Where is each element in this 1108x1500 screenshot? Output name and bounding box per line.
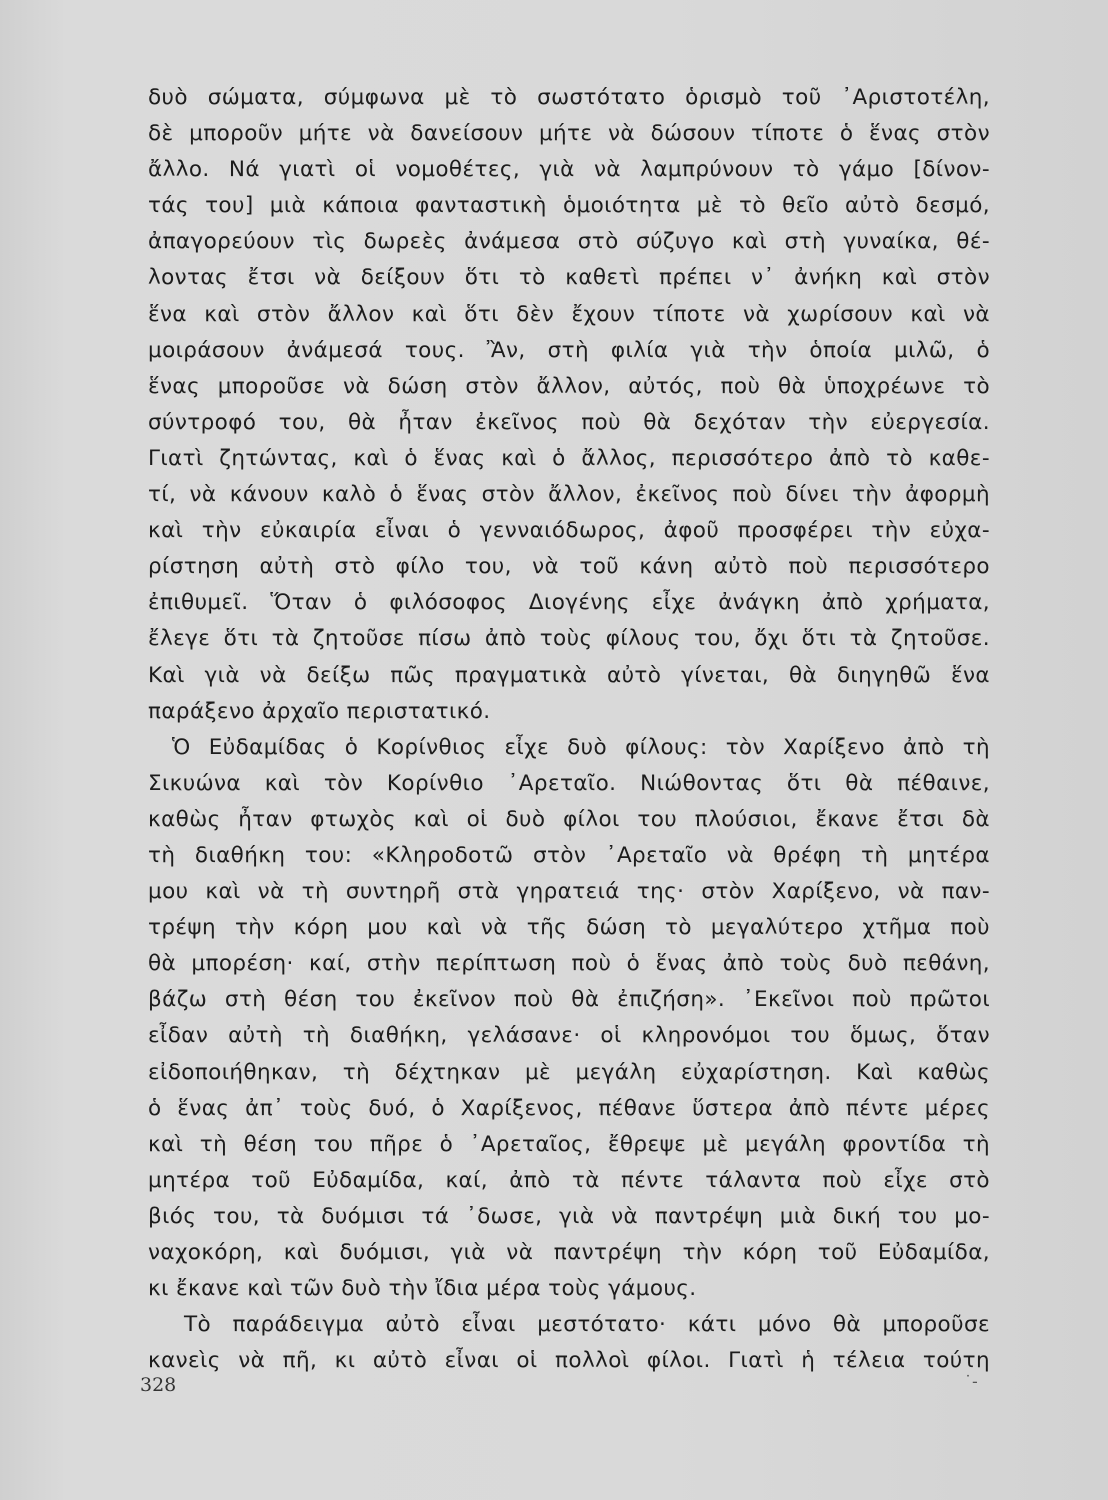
text-line: Σικυώνα καὶ τὸν Κορίνθιο ᾿Αρεταῖο. Νιώθοντας ὅτι θὰ πέθαινε, bbox=[148, 770, 990, 796]
text-line: Καὶ γιὰ νὰ δείξω πῶς πραγματικὰ αὐτὸ γίνεται, θὰ διηγηθῶ ἕνα bbox=[148, 662, 990, 688]
text-line: σύντροφό του, θὰ ἦταν ἐκεῖνος ποὺ θὰ δεχόταν τὴν εὐεργεσία. bbox=[148, 409, 990, 435]
text-line: ὁ ἕνας ἀπ᾿ τοὺς δυό, ὁ Χαρίξενος, πέθανε ὕστερα ἀπὸ πέντε μέρες bbox=[148, 1095, 990, 1121]
paragraph-start: Ὁ Εὐδαμίδας ὁ Κορίνθιος εἶχε δυὸ φίλους: τὸν Χαρίξενο ἀπὸ τὴ bbox=[172, 734, 990, 760]
stray-mark: ˙- bbox=[964, 1372, 978, 1391]
text-line: βιός του, τὰ δυόμισι τά ᾿δωσε, γιὰ νὰ παντρέψη μιὰ δική του μο- bbox=[148, 1203, 990, 1229]
text-line: τί, νὰ κάνουν καλὸ ὁ ἕνας στὸν ἄλλον, ἐκεῖνος ποὺ δίνει τὴν ἀφορμὴ bbox=[148, 482, 990, 508]
text-line: καθὼς ἦταν φτωχὸς καὶ οἱ δυὸ φίλοι του πλούσιοι, ἔκανε ἔτσι δὰ bbox=[148, 806, 990, 832]
text-line: ἕνας μποροῦσε νὰ δώση στὸν ἄλλον, αὐτός, ποὺ θὰ ὑποχρέωνε τὸ bbox=[148, 373, 990, 399]
text-line: εἶδαν αὐτὴ τὴ διαθήκη, γελάσανε· οἱ κληρονόμοι του ὅμως, ὅταν bbox=[148, 1023, 990, 1049]
body-text bbox=[148, 80, 990, 1379]
text-line: τρέψη τὴν κόρη μου καὶ νὰ τῆς δώση τὸ μεγαλύτερο χτῆμα ποὺ bbox=[148, 915, 990, 941]
text-line: τὴ διαθήκη του: «Κληροδοτῶ στὸν ᾿Αρεταῖο νὰ θρέφη τὴ μητέρα bbox=[148, 842, 990, 868]
page-number: 328 bbox=[140, 1374, 177, 1396]
text-line: ναχοκόρη, καὶ δυόμισι, γιὰ νὰ παντρέψη τὴν κόρη τοῦ Εὐδαμίδα, bbox=[148, 1240, 990, 1265]
text-line: ἕνα καὶ στὸν ἄλλον καὶ ὅτι δὲν ἔχουν τίποτε νὰ χωρίσουν καὶ νὰ bbox=[148, 301, 990, 327]
text-line: ἀπαγορεύουν τὶς δωρεὲς ἀνάμεσα στὸ σύζυγο καὶ στὴ γυναίκα, θέ- bbox=[148, 229, 990, 255]
text-line: δυὸ σώματα, σύμφωνα μὲ τὸ σωστότατο ὁρισμὸ τοῦ ᾿Αριστοτέλη, bbox=[148, 85, 990, 110]
text-line: μοιράσουν ἀνάμεσά τους. Ἂν, στὴ φιλία γιὰ τὴν ὁποία μιλῶ, ὁ bbox=[148, 337, 990, 363]
text-line: μητέρα τοῦ Εὐδαμίδα, καί, ἀπὸ τὰ πέντε τάλαντα ποὺ εἶχε στὸ bbox=[148, 1167, 990, 1193]
paragraph-start: Τὸ παράδειγμα αὐτὸ εἶναι μεστότατο· κάτι μόνο θὰ μποροῦσε bbox=[184, 1312, 990, 1338]
text-line: κι ἔκανε καὶ τῶν δυὸ τὴν ἴδια μέρα τοὺς γάμους. bbox=[148, 1276, 697, 1302]
text-line: Γιατὶ ζητώντας, καὶ ὁ ἕνας καὶ ὁ ἄλλος, περισσότερο ἀπὸ τὸ καθε- bbox=[148, 445, 990, 471]
text-line: ρίστηση αὐτὴ στὸ φίλο του, νὰ τοῦ κάνη αὐτὸ ποὺ περισσότερο bbox=[148, 554, 990, 580]
text-line: τάς του] μιὰ κάποια φανταστικὴ ὁμοιότητα μὲ τὸ θεῖο αὐτὸ δεσμό, bbox=[148, 193, 990, 219]
text-line: καὶ τὴ θέση του πῆρε ὁ ᾿Αρεταῖος, ἔθρεψε μὲ μεγάλη φροντίδα τὴ bbox=[148, 1131, 990, 1157]
text-line: ἄλλο. Νά γιατὶ οἱ νομοθέτες, γιὰ νὰ λαμπρύνουν τὸ γάμο [δίνον- bbox=[148, 157, 990, 183]
text-line: βάζω στὴ θέση του ἐκεῖνον ποὺ θὰ ἐπιζήση». ᾿Εκεῖνοι ποὺ πρῶτοι bbox=[148, 987, 990, 1013]
text-line: καὶ τὴν εὐκαιρία εἶναι ὁ γενναιόδωρος, ἀφοῦ προσφέρει τὴν εὐχα- bbox=[148, 518, 990, 544]
text-line: παράξενο ἀρχαῖο περιστατικό. bbox=[148, 698, 491, 724]
text-line: ἐπιθυμεῖ. Ὅταν ὁ φιλόσοφος Διογένης εἶχε ἀνάγκη ἀπὸ χρήματα, bbox=[148, 590, 990, 616]
text-line: δὲ μποροῦν μήτε νὰ δανείσουν μήτε νὰ δώσουν τίποτε ὁ ἕνας στὸν bbox=[148, 121, 990, 147]
text-line: κανεὶς νὰ πῆ, κι αὐτὸ εἶναι οἱ πολλοὶ φίλοι. Γιατὶ ἡ τέλεια τούτη bbox=[148, 1348, 990, 1374]
text-line: μου καὶ νὰ τὴ συντηρῆ στὰ γηρατειά της· στὸν Χαρίξενο, νὰ παν- bbox=[148, 879, 990, 905]
text-line: ἔλεγε ὅτι τὰ ζητοῦσε πίσω ἀπὸ τοὺς φίλους του, ὄχι ὅτι τὰ ζητοῦσε. bbox=[148, 626, 990, 652]
text-line: εἰδοποιήθηκαν, τὴ δέχτηκαν μὲ μεγάλη εὐχαρίστηση. Καὶ καθὼς bbox=[148, 1059, 990, 1085]
text-line: θὰ μπορέση· καί, στὴν περίπτωση ποὺ ὁ ἕνας ἀπὸ τοὺς δυὸ πεθάνη, bbox=[148, 951, 990, 977]
text-line: λοντας ἔτσι νὰ δείξουν ὅτι τὸ καθετὶ πρέπει ν᾿ ἀνήκη καὶ στὸν bbox=[148, 265, 990, 291]
